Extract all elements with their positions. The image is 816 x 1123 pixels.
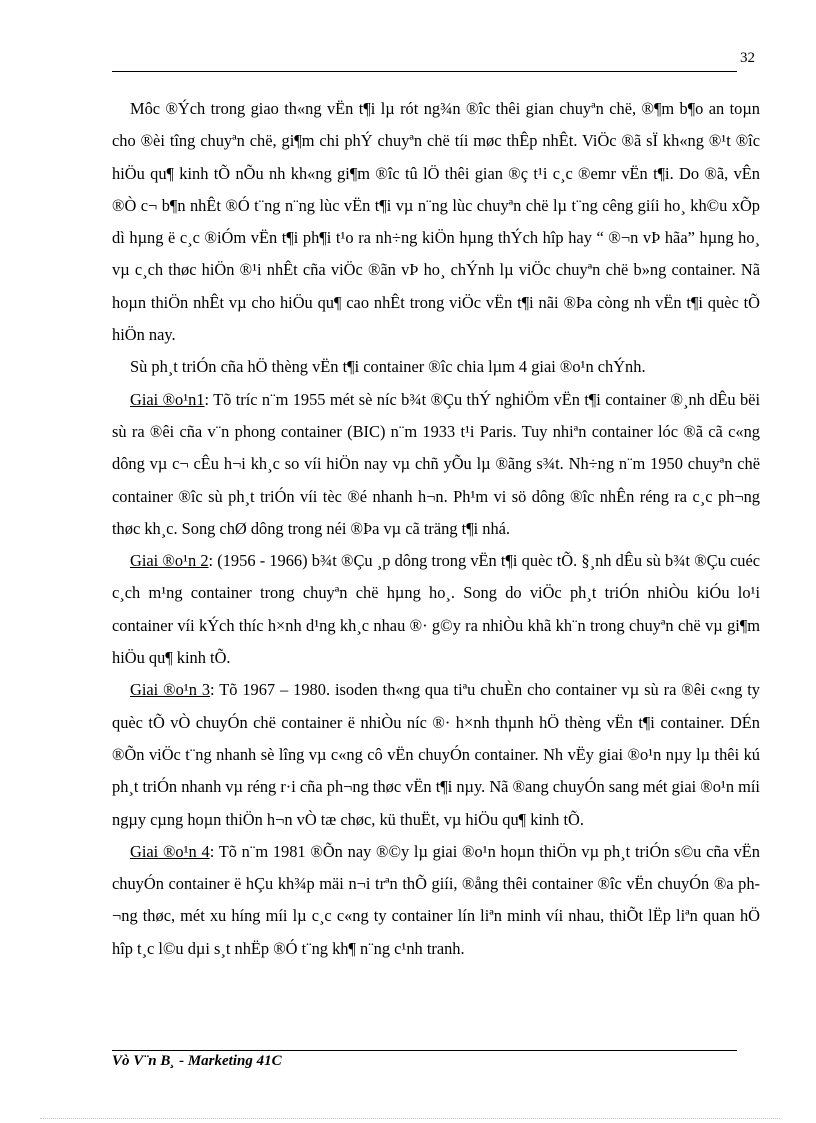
- phase-1-text: : Tõ tríc n¨m 1955 mét sè níc b¾t ®Çu thÝ nghiÖm vËn t¶i container ®¸nh dÊu bëi sù ra ®êi cña v¨n phong container (BIC) n¨m 1933 t¹i Paris. Tuy nhiªn container lóc ®ã cã c«ng dông vµ c¬ cÊu h¬i kh¸c so víi hiÖn nay vµ chñ yÕu lµ ®ãng s¾t. Nh÷ng n¨m 1950 chuyªn chë container ®îc sù ph¸t triÓn víi tèc ®é nhanh h¬n. Ph¹m vi sö dông ®îc nhÊn réng ra c¸c ph¬ng thøc kh¸c. Song chØ dông trong néi ®Þa vµ cã träng t¶i nhá.: [112, 389, 761, 538]
- page-bottom-edge: [40, 1118, 780, 1119]
- footer-author: Vò V¨n B¸ - Marketing 41C: [112, 1053, 282, 1069]
- phase-3-text: : Tõ 1967 – 1980. isoden th«ng qua tiªu chuÈn cho container vµ sù ra ®êi c«ng ty quèc tÕ vÒ chuyÓn chë container ë nhiÒu níc ®· h×nh thµnh hÖ thèng vËn t¶i container. DÉn ®Õn viÖc t¨ng nhanh sè lîng vµ c«ng cô vËn chuyÓn container. Nh vËy giai ®o¹n nµy lµ thêi kú ph¸t triÓn nhanh vµ réng r·i cña ph¬ng thøc vËn t¶i nµy. Nã ®ang chuyÓn sang mét giai ®o¹n míi ngµy cµng hoµn thiÖn h¬n vÒ tæ chøc, kü thuËt, vµ hiÖu qu¶ kinh tÕ.: [112, 680, 761, 829]
- phase-4-label: Giai ®o¹n 4: [130, 841, 210, 861]
- page-number: 32: [740, 50, 755, 66]
- phase-3-label: Giai ®o¹n 3: [130, 680, 211, 700]
- phase-2-text: : (1956 - 1966) b¾t ®Çu ¸p dông trong vËn t¶i quèc tÕ. §¸nh dÊu sù b¾t ®Çu cuéc c¸ch m¹ng container trong chuyªn chë hµng ho¸. Song do viÖc ph¸t triÓn nhiÒu kiÓu lo¹i container víi kÝch thíc h×nh d¹ng kh¸c nhau ®· g©y ra nhiÒu khã kh¨n trong chuyªn chë vµ gi¶m hiÖu qu¶ kinh tÕ.: [112, 551, 761, 668]
- phase-2-paragraph: [112, 545, 760, 674]
- footer-divider: [112, 1050, 737, 1051]
- phase-1-paragraph: [112, 384, 760, 545]
- document-body: [112, 93, 760, 965]
- phase-4-text: : Tõ n¨m 1981 ®Õn nay ®©y lµ giai ®o¹n hoµn thiÖn vµ ph¸t triÓn s©u cña vËn chuyÓn container ë hÇu kh¾p mäi n¬i trªn thÕ giíi, ®ång thêi container ®îc vËn chuyÓn ®a ph¬ng thøc, mét xu híng míi lµ c¸c c«ng ty container lín liªn minh víi nhau, thiÕt lËp liªn quan hÖ hîp t¸c l©u dµi s¸t nhËp ®Ó t¨ng kh¶ n¨ng c¹nh tranh.: [112, 841, 761, 958]
- phase-2-label: Giai ®o¹n 2: [130, 551, 209, 571]
- intro-paragraph: Môc ®Ých trong giao th«ng vËn t¶i lµ rót ng¾n ®îc thêi gian chuyªn chë, ®¶m b¶o an toµn cho ®èi tîng chuyªn chë, gi¶m chi phÝ chuyªn chë tíi møc thÊp nhÊt. ViÖc ®ã sÏ kh«ng ®¹t ®îc hiÖu qu¶ kinh tÕ nÕu nh kh«ng gi¶m ®îc tû lÖ thêi gian ®ç t¹i c¸c ®emr vËn t¶i. Do ®ã, vÊn ®Ò c¬ b¶n nhÊt ®Ó t¨ng n¨ng lùc vËn t¶i vµ n¨ng lùc chuyªn chë lµ t¨ng cêng giíi ho¸ kh©u xÕp dì hµng ë c¸c ®iÓm vËn t¶i ph¶i t¹o ra nh÷ng kiÖn hµng thÝch hîp hay “ ®¬n vÞ hãa” hµng ho¸ vµ c¸ch thøc hiÖn ®¹i nhÊt cña viÖc ®ãn vÞ ho¸ chÝnh lµ viÖc chuyªn chë b»ng container. Nã hoµn thiÖn nhÊt vµ cho hiÖu qu¶ cao nhÊt trong viÖc vËn t¶i nãi ®Þa còng nh vËn t¶i quèc tÕ hiÖn nay.: [112, 99, 760, 345]
- phase-3-paragraph: [112, 674, 760, 835]
- overview-paragraph: Sù ph¸t triÓn cña hÖ thèng vËn t¶i container ®îc chia lµm 4 giai ®o¹n chÝnh.: [130, 357, 646, 377]
- phase-1-label: Giai ®o¹n1: [130, 389, 205, 409]
- header-divider: [112, 71, 737, 72]
- phase-4-paragraph: [112, 836, 760, 965]
